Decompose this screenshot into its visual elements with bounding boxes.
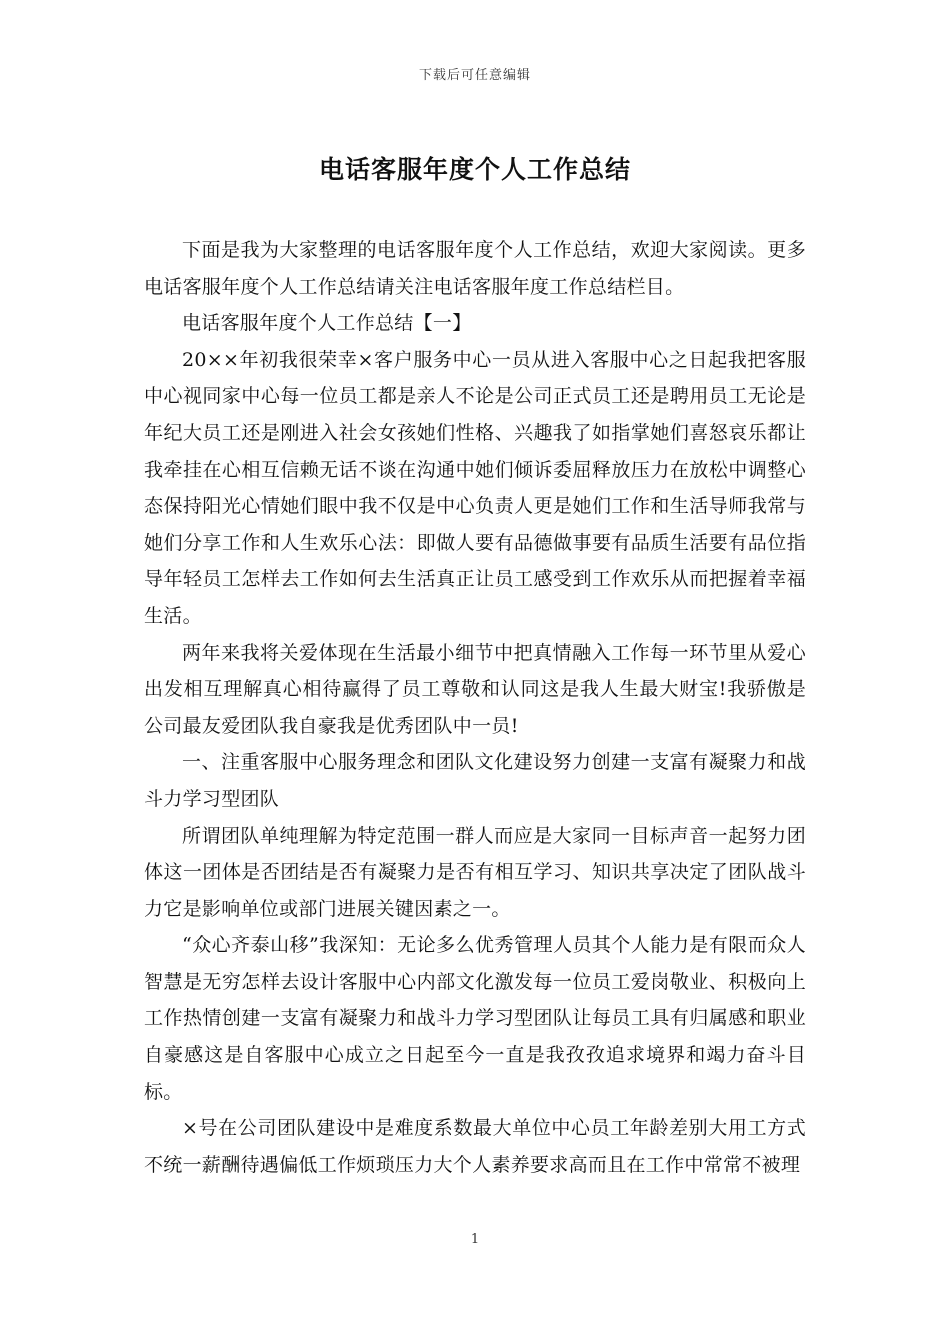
section-heading-one: 电话客服年度个人工作总结【一】 [182,312,472,335]
document-body [144,232,806,1183]
document-title: 电话客服年度个人工作总结 [318,155,631,184]
paragraph: 两年来我将关爱体现在生活最小细节中把真情融入工作每一环节里从爱心出发相互理解真心相待赢得了员工尊敬和认同这是我人生最大财宝!我骄傲是公司最友爱团队我自豪我是优秀团队中一员! [144,641,806,737]
paragraph: ×号在公司团队建设中是难度系数最大单位中心员工年龄差别大用工方式不统一薪酬待遇偏低工作烦琐压力大个人素养要求高而且在工作中常常不被理 [144,1117,806,1176]
paragraph: 所谓团队单纯理解为特定范围一群人而应是大家同一目标声音一起努力团体这一团体是否团结是否有凝聚力是否有相互学习、知识共享决定了团队战斗力它是影响单位或部门进展关键因素之一。 [144,824,806,920]
paragraph: “众心齐泰山移”我深知：无论多么优秀管理人员其个人能力是有限而众人智慧是无穷怎样去设计客服中心内部文化激发每一位员工爱岗敬业、积极向上工作热情创建一支富有凝聚力和战斗力学习型团队让每员工具有归属感和职业自豪感这是自客服中心成立之日起至今一直是我孜孜追求境界和竭力奋斗目标。 [144,934,806,1103]
paragraph-intro: 下面是我为大家整理的电话客服年度个人工作总结，欢迎大家阅读。更多电话客服年度个人工作总结请关注电话客服年度工作总结栏目。 [144,239,806,298]
page-number: 1 [470,1232,480,1247]
paragraph: 20××年初我很荣幸×客户服务中心一员从进入客服中心之日起我把客服中心视同家中心每一位员工都是亲人不论是公司正式员工还是聘用员工无论是年纪大员工还是刚进入社会女孩她们性格、兴趣我了如指掌她们喜怒哀乐都让我牵挂在心相互信赖无话不谈在沟通中她们倾诉委屈释放压力在放松中调整心态保持阳光心情她们眼中我不仅是中心负责人更是她们工作和生活导师我常与她们分享工作和人生欢乐心法：即做人要有品德做事要有品质生活要有品位指导年轻员工怎样去工作如何去生活真正让员工感受到工作欢乐从而把握着幸福生活。 [144,348,806,627]
subsection-heading: 一、注重客服中心服务理念和团队文化建设努力创建一支富有凝聚力和战斗力学习型团队 [144,751,806,810]
header-note: 下载后可任意编辑 [418,68,531,83]
